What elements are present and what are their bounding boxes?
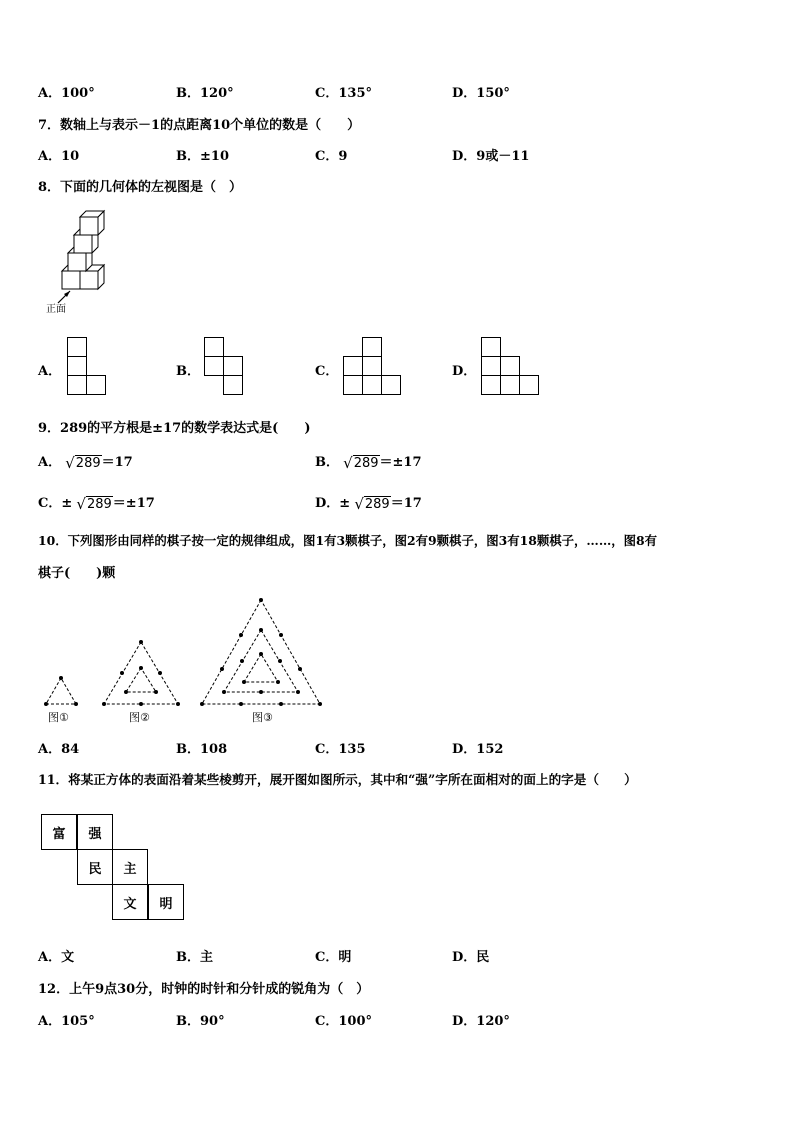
- q7-option-b: B．±10: [176, 149, 229, 164]
- net-cell-4: 主: [112, 849, 148, 885]
- q10-figure-3: [198, 596, 328, 711]
- q12-option-d: D．120°: [452, 1014, 510, 1029]
- q11-stem: 11．将某正方体的表面沿着某些棱剪开，展开图如图所示，其中和“强”字所在面相对的面上的字是（ ）: [38, 772, 637, 787]
- q9-option-b: B． √ 289 ＝±17: [315, 453, 422, 472]
- net-cell-1: 富: [41, 814, 77, 850]
- q10-fig-label-3: 图③: [252, 711, 273, 724]
- q11-option-b: B．主: [176, 950, 214, 965]
- q12-stem: 12．上午9点30分，时钟的时针和分针成的锐角为（ ）: [38, 982, 370, 997]
- net-cell-6: 明: [148, 884, 184, 920]
- q8-option-a-letter: A．: [38, 364, 62, 379]
- q9-b-sqrt: √ 289: [343, 453, 379, 472]
- q10-stem-line1: 10．下列图形由同样的棋子按一定的规律组成，图1有3颗棋子，图2有9颗棋子，图3有18颗棋子，……，图8有: [38, 533, 658, 548]
- q8-front-label: 正面: [46, 304, 66, 315]
- q11-option-d: D．民: [452, 950, 490, 965]
- q9-d-sqrt: √ 289: [354, 494, 390, 513]
- q8-option-a-figure: [67, 337, 111, 397]
- q6-option-a: A．100°: [38, 86, 95, 101]
- q6-option-c: C．135°: [315, 86, 372, 101]
- q9-option-a: A． √ 289 ＝17: [38, 453, 133, 472]
- q10-option-c: C．135: [315, 742, 366, 757]
- q6-option-d: D．150°: [452, 86, 510, 101]
- q10-fig-label-1: 图①: [48, 711, 69, 724]
- q12-option-a: A．105°: [38, 1014, 95, 1029]
- net-cell-2: 强: [77, 814, 113, 850]
- q10-option-d: D．152: [452, 742, 504, 757]
- q8-option-c-letter: C．: [315, 364, 339, 379]
- q12-option-b: B．90°: [176, 1014, 225, 1029]
- q8-option-d-figure: [481, 337, 543, 397]
- q8-option-c-figure: [343, 337, 405, 397]
- q10-option-b: B．108: [176, 742, 228, 757]
- q7-option-c: C．9: [315, 149, 348, 164]
- q11-option-c: C．明: [315, 950, 352, 965]
- net-cell-5: 文: [112, 884, 148, 920]
- q9-c-sqrt: √ 289: [76, 494, 112, 513]
- q7-stem: 7．数轴上与表示－1的点距离10个单位的数是（ ）: [38, 118, 361, 133]
- q7-option-a: A．10: [38, 149, 80, 164]
- q11-option-a: A．文: [38, 950, 75, 965]
- q8-option-d-letter: D．: [452, 364, 477, 379]
- q8-option-b-letter: B．: [176, 364, 200, 379]
- q9-option-d: D．± √ 289 ＝17: [315, 494, 422, 513]
- q12-option-c: C．100°: [315, 1014, 372, 1029]
- q10-figure-2: [100, 638, 190, 713]
- q10-fig-label-2: 图②: [129, 711, 150, 724]
- q9-stem: 9．289的平方根是±17的数学表达式是( ): [38, 421, 311, 436]
- q8-stem: 8．下面的几何体的左视图是（ ）: [38, 180, 243, 195]
- q6-option-b: B．120°: [176, 86, 234, 101]
- q9-option-c: C．± √ 289 ＝±17: [38, 494, 155, 513]
- q7-option-d: D．9或－11: [452, 149, 530, 164]
- q9-a-sqrt: √ 289: [65, 453, 101, 472]
- q10-option-a: A．84: [38, 742, 80, 757]
- q8-option-b-figure: [204, 337, 248, 397]
- net-cell-3: 民: [77, 849, 113, 885]
- q10-stem-line2: 棋子( )颗: [38, 566, 116, 581]
- q10-figure-1: [40, 672, 90, 712]
